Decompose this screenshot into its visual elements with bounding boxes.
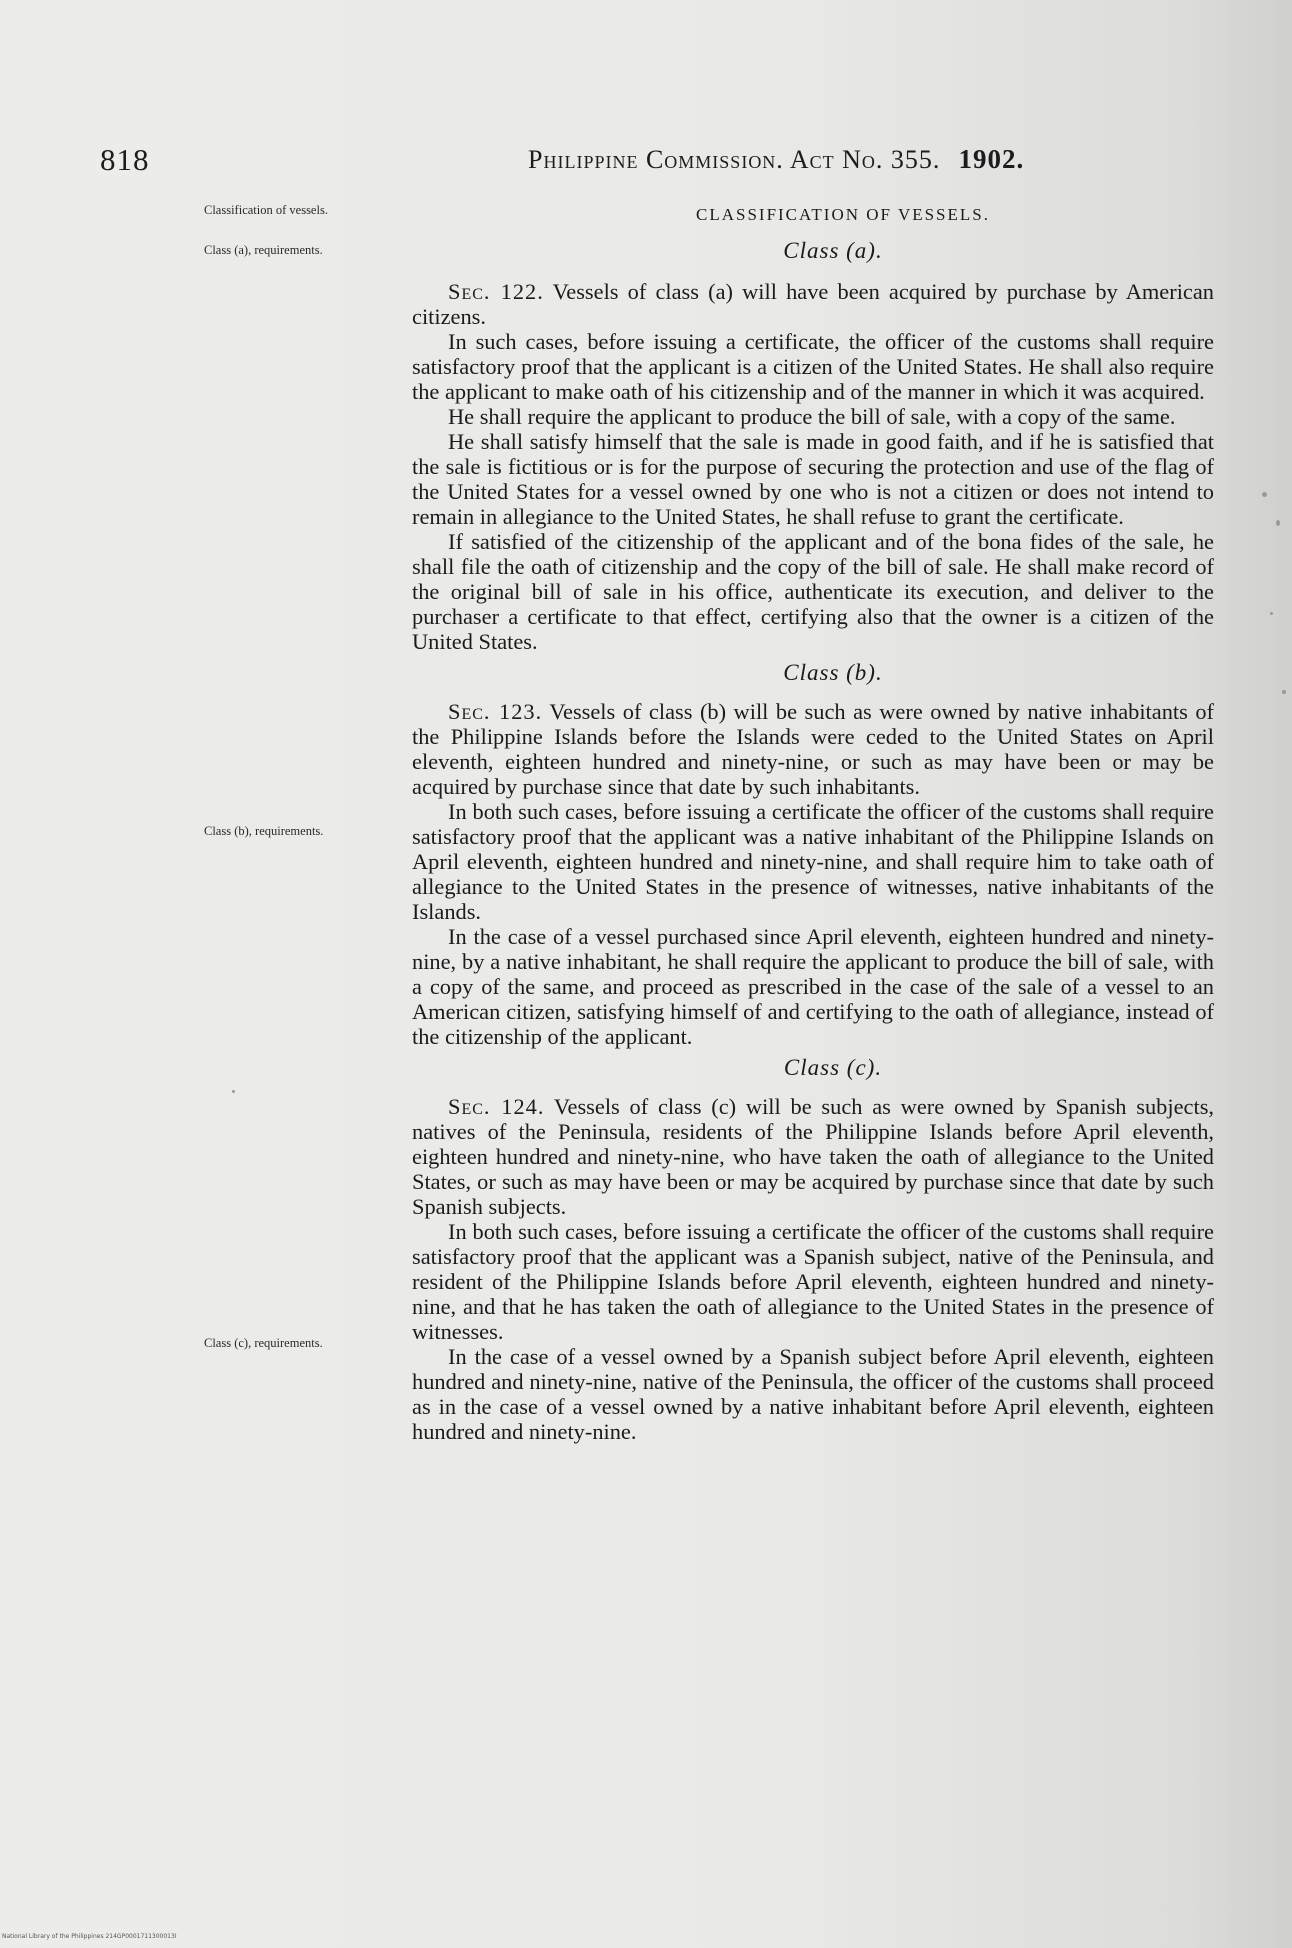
- running-head-year: 1902.: [958, 144, 1025, 174]
- margin-note-class-a: Class (a), requirements.: [204, 243, 323, 257]
- class-c-paragraph: Sec. 124. Vessels of class (c) will be such as were owned by Spanish subjects, natives of the Peninsula, residents of the Philippine Islands before April eleventh, eighteen hundred and ninety-nine, who have taken the oath of allegiance to the United States, or such as may have been or may be acquired by purchase since that date by such Spanish subjects.: [412, 1094, 1214, 1219]
- class-a-paragraph: He shall satisfy himself that the sale is made in good faith, and if he is satisfied that the sale is fictitious or is for the purpose of securing the protection and use of the flag of the United States for a vessel owned by one who is not a citizen or does not intend to remain in allegiance to the United States, he shall refuse to grant the certificate.: [412, 429, 1214, 529]
- class-a-paragraph: If satisfied of the citizenship of the applicant and of the bona fides of the sale, he shall file the oath of citizenship and the copy of the bill of sale. He shall make record of the original bill of sale in his office, authenticate its execution, and deliver to the purchaser a certificate to that effect, certifying also that the owner is a citizen of the United States.: [412, 529, 1214, 654]
- margin-note-class-b: Class (b), requirements.: [204, 824, 324, 838]
- class-a-paragraph: In such cases, before issuing a certificate, the officer of the customs shall require satisfactory proof that the applicant is a citizen of the United States. He shall also require the applicant to make oath of his citizenship and of the manner in which it was acquired.: [412, 329, 1214, 404]
- class-b-section: [412, 699, 1214, 1049]
- class-c-paragraph: In both such cases, before issuing a certificate the officer of the customs shall require satisfactory proof that the applicant was a Spanish subject, native of the Peninsula, and resident of the Philippine Islands before April eleventh, eighteen hundred and ninety-nine, and that he has taken the oath of allegiance to the United States in the presence of witnesses.: [412, 1219, 1214, 1344]
- scan-speck: [232, 1090, 235, 1093]
- section-number: Sec. 122.: [448, 279, 544, 304]
- class-a-paragraph: He shall require the applicant to produce the bill of sale, with a copy of the same.: [448, 404, 1176, 429]
- class-a-section: [412, 279, 1214, 654]
- class-c-section: [412, 1094, 1214, 1444]
- class-b-heading: Class (b).: [783, 660, 883, 685]
- margin-note-class-c: Class (c), requirements.: [204, 1336, 323, 1350]
- class-c-heading: Class (c).: [783, 1055, 883, 1080]
- scan-speck: [1282, 690, 1286, 694]
- running-head-title: Philippine Commission. Act No. 355.: [528, 145, 941, 174]
- section-title: CLASSIFICATION OF VESSELS.: [696, 205, 990, 224]
- page-header: [0, 142, 1292, 182]
- scan-footer-label: National Library of the Philippines 214GP0001711300013I: [2, 1933, 177, 1940]
- body-text: [412, 204, 1214, 1444]
- scan-speck: [1270, 612, 1273, 615]
- class-b-paragraph: In both such cases, before issuing a certificate the officer of the customs shall require satisfactory proof that the applicant was a native inhabitant of the Philippine Islands on April eleventh, eighteen hundred and ninety-nine, and shall require him to take oath of allegiance to the United States in the presence of witnesses, native inhabitants of the Islands.: [412, 799, 1214, 924]
- class-a-heading: Class (a).: [783, 238, 883, 263]
- scan-speck: [1276, 520, 1280, 526]
- scan-speck: [1262, 492, 1267, 497]
- class-c-paragraph: In the case of a vessel owned by a Spanish subject before April eleventh, eighteen hundred and ninety-nine, native of the Peninsula, the officer of the customs shall proceed as in the case of a vessel owned by a native inhabitant before April eleventh, eighteen hundred and ninety-nine.: [412, 1344, 1214, 1444]
- class-b-paragraph: Sec. 123. Vessels of class (b) will be such as were owned by native inhabitants of the Philippine Islands before the Islands were ceded to the United States on April eleventh, eighteen hundred and ninety-nine, or such as may have been or may be acquired by purchase since that date by such inhabitants.: [412, 699, 1214, 799]
- running-head: [528, 144, 1024, 175]
- class-b-paragraph: In the case of a vessel purchased since April eleventh, eighteen hundred and ninety-nine, by a native inhabitant, he shall require the applicant to produce the bill of sale, with a copy of the same, and proceed as prescribed in the case of the sale of a vessel to an American citizen, satisfying himself of and certifying to the oath of allegiance, instead of the citizenship of the applicant.: [412, 924, 1214, 1049]
- class-a-paragraph: Sec. 122. Vessels of class (a) will have been acquired by purchase by American citizens.: [412, 279, 1214, 329]
- page-number: 818: [100, 142, 150, 177]
- margin-note-classification: Classification of vessels.: [204, 203, 328, 217]
- section-number: Sec. 124.: [448, 1094, 545, 1119]
- section-number: Sec. 123.: [448, 699, 543, 724]
